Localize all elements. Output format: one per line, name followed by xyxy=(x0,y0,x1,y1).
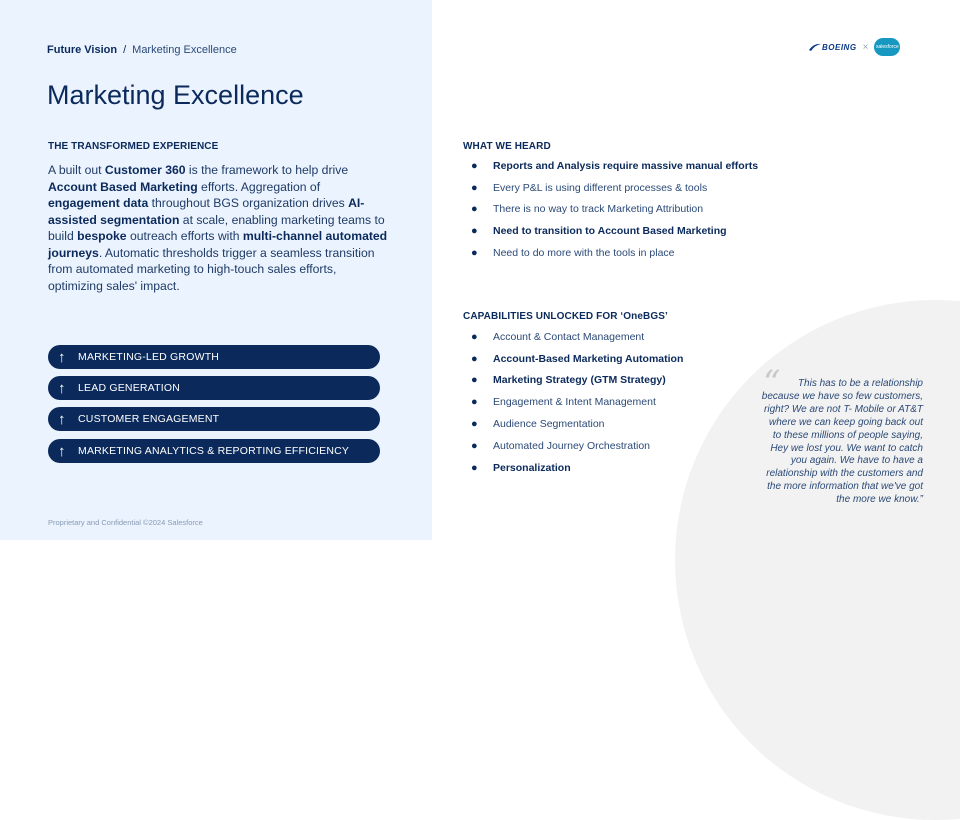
breadcrumb-root[interactable]: Future Vision xyxy=(47,44,118,56)
paragraph-emphasis: Account Based Marketing xyxy=(48,179,198,194)
bullet-icon: ● xyxy=(471,439,478,452)
pill-lead-generation xyxy=(48,376,380,400)
list-item xyxy=(463,155,758,177)
paragraph-text: efforts. Aggregation of xyxy=(197,179,321,194)
list-item-text: Automated Journey Orchestration xyxy=(493,439,650,452)
quote-line: the more information that we've got xyxy=(767,481,923,493)
quote-line: to these millions of people saying, xyxy=(772,429,923,441)
quote-line: where we can keep going back out xyxy=(769,416,923,428)
breadcrumb xyxy=(47,44,237,56)
arrow-up-icon: ↑ xyxy=(58,442,66,460)
bullet-icon: ● xyxy=(471,396,478,409)
bullet-icon: ● xyxy=(471,247,478,260)
customer-quote xyxy=(740,378,923,507)
bullet-icon: ● xyxy=(471,159,478,172)
partner-logos xyxy=(808,38,900,56)
arrow-up-icon: ↑ xyxy=(58,410,66,428)
list-item xyxy=(463,199,758,221)
what-we-heard-heading: WHAT WE HEARD xyxy=(463,141,551,152)
bullet-icon: ● xyxy=(471,203,478,216)
list-item xyxy=(463,348,683,370)
footer-confidential: Proprietary and Confidential ©2024 Salesforce xyxy=(48,518,203,527)
list-item xyxy=(463,242,758,264)
boeing-wordmark: BOEING xyxy=(822,42,857,52)
quote-line: This has to be a relationship xyxy=(797,378,923,389)
paragraph-emphasis: engagement data xyxy=(48,196,149,210)
list-item xyxy=(463,457,683,479)
pill-marketing-analytics xyxy=(48,439,380,463)
bullet-icon: ● xyxy=(471,374,478,387)
pill-customer-engagement xyxy=(48,407,380,431)
quote-line: because we have so few customers, xyxy=(761,390,923,402)
what-we-heard-list xyxy=(463,155,758,264)
paragraph-text: . Automatic thresholds trigger a seamless transition from automated marketing to high-touch sales efforts, optimizing sales' impact. xyxy=(48,245,375,293)
list-item xyxy=(463,391,683,413)
boeing-swoosh-icon xyxy=(808,42,822,52)
list-item xyxy=(463,413,683,435)
breadcrumb-separator: / xyxy=(123,44,127,56)
list-item-text: Need to transition to Account Based Marketing xyxy=(493,225,727,238)
bullet-icon: ● xyxy=(471,418,478,431)
quote-line: the more we know.” xyxy=(836,494,923,506)
list-item-text: Account & Contact Management xyxy=(493,330,645,343)
capabilities-list xyxy=(463,326,683,479)
paragraph-text: at scale, enabling marketing teams to build xyxy=(48,212,385,243)
paragraph-text: outreach efforts with xyxy=(126,229,243,243)
quote-mark-icon: “ xyxy=(763,363,781,403)
transformed-experience-heading: THE TRANSFORMED EXPERIENCE xyxy=(48,141,219,152)
arrow-up-icon: ↑ xyxy=(58,379,66,397)
list-item-text: Personalization xyxy=(493,461,571,474)
arrow-up-icon: ↑ xyxy=(58,348,66,366)
quote-line: you again. We have to have a xyxy=(790,455,923,467)
list-item xyxy=(463,220,758,242)
quote-line: relationship with the customers and xyxy=(766,468,923,480)
bullet-icon: ● xyxy=(471,225,478,238)
paragraph-text: A built out xyxy=(48,163,105,177)
list-item-text: Account-Based Marketing Automation xyxy=(493,352,684,365)
list-item-text: Marketing Strategy (GTM Strategy) xyxy=(493,374,666,387)
bullet-icon: ● xyxy=(471,181,478,194)
list-item-text: Audience Segmentation xyxy=(493,418,605,431)
pill-label: MARKETING ANALYTICS & REPORTING EFFICIENCY xyxy=(78,445,350,457)
list-item-text: Engagement & Intent Management xyxy=(493,396,656,409)
list-item-text: Need to do more with the tools in place xyxy=(493,247,675,260)
paragraph-emphasis: AI-assisted segmentation xyxy=(48,196,365,227)
pill-label: LEAD GENERATION xyxy=(78,382,180,394)
bullet-icon: ● xyxy=(471,330,478,343)
paragraph-emphasis: bespoke xyxy=(77,229,127,243)
times-separator: × xyxy=(862,41,869,53)
pill-label: CUSTOMER ENGAGEMENT xyxy=(78,413,220,425)
list-item xyxy=(463,326,683,348)
paragraph-text: throughout BGS organization drives xyxy=(148,196,349,210)
paragraph-emphasis: multi-channel automated journeys xyxy=(48,229,388,260)
list-item-text: Every P&L is using different processes & tools xyxy=(493,181,708,194)
list-item xyxy=(463,177,758,199)
salesforce-cloud-icon xyxy=(874,38,900,56)
pill-marketing-led-growth xyxy=(48,345,380,369)
list-item-text: Reports and Analysis require massive manual efforts xyxy=(493,159,759,172)
quote-line: Hey we lost you. We want to catch xyxy=(770,442,923,454)
quote-line: right? We are not T- Mobile or AT&T xyxy=(764,403,923,415)
list-item-text: There is no way to track Marketing Attribution xyxy=(493,203,704,216)
transformed-experience-paragraph xyxy=(48,162,388,294)
pill-label: MARKETING-LED GROWTH xyxy=(78,351,220,363)
boeing-logo-icon xyxy=(808,42,857,52)
paragraph-emphasis: Customer 360 xyxy=(104,163,186,177)
capabilities-heading: CAPABILITIES UNLOCKED FOR ‘OneBGS’ xyxy=(463,311,668,322)
salesforce-wordmark: salesforce xyxy=(876,44,899,50)
bullet-icon: ● xyxy=(471,352,478,365)
breadcrumb-current: Marketing Excellence xyxy=(132,44,237,56)
page-title: Marketing Excellence xyxy=(47,80,304,110)
list-item xyxy=(463,435,683,457)
bullet-icon: ● xyxy=(471,461,478,474)
paragraph-text: is the framework to help drive xyxy=(185,163,349,177)
list-item xyxy=(463,370,683,392)
